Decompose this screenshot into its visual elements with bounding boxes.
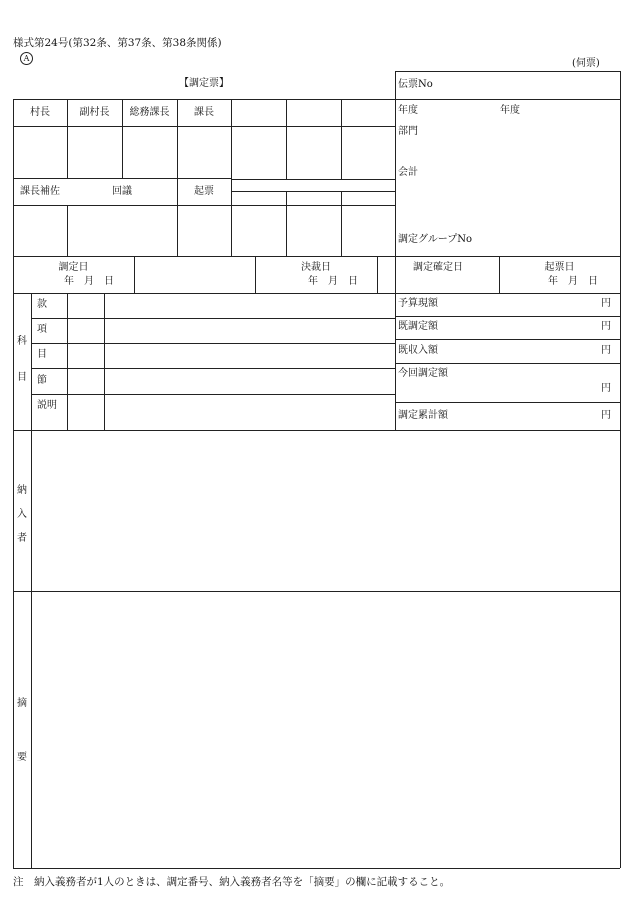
header-circulation: 回議 (112, 186, 132, 197)
stamp-note: (伺票) (572, 58, 600, 69)
summary-label-1: 摘 (17, 698, 27, 709)
payer-label-2: 入 (17, 509, 27, 520)
form-title: 【調定票】 (179, 78, 229, 89)
assessed-amount-label: 既調定額 (398, 321, 438, 332)
subject-row-explanation: 説明 (37, 400, 57, 411)
draft-date-label: 起票日 (544, 262, 575, 273)
header-assistant-chief: 課長補佐 (20, 186, 60, 197)
header-section-chief: 課長 (194, 107, 214, 118)
subject-row-kan: 款 (37, 299, 47, 310)
accounting-label: 会計 (398, 167, 418, 178)
header-deputy-mayor: 副村長 (79, 107, 110, 118)
summary-label-2: 要 (17, 752, 27, 763)
decision-date-label: 決裁日 (301, 262, 331, 273)
group-number-label: 調定グループNo (398, 234, 472, 245)
slip-number-label: 伝票No (398, 79, 433, 90)
cumulative-amount-label: 調定累計額 (398, 410, 448, 421)
budget-amount-label: 予算現額 (398, 298, 438, 309)
cumulative-yen: 円 (601, 410, 611, 421)
confirmed-date-label: 調定確定日 (413, 262, 463, 273)
department-label: 部門 (398, 126, 418, 137)
budget-yen: 円 (601, 298, 611, 309)
header-general-affairs-chief: 総務課長 (129, 107, 170, 118)
subject-label-1: 科 (17, 336, 27, 347)
header-draft: 起票 (194, 186, 214, 197)
subject-row-kou: 項 (37, 324, 47, 335)
footnote: 注 納入義務者が1人のときは、調定番号、納入義務者名等を「摘要」の欄に記載すること。 (13, 876, 451, 888)
form-reference: 様式第24号(第32条、第37条、第38条関係) (13, 37, 222, 49)
assessment-date-ymd: 年 月 日 (64, 276, 114, 287)
subject-row-moku: 目 (37, 349, 47, 360)
payer-label-1: 納 (17, 485, 27, 496)
fiscal-year-label: 年度 (398, 105, 418, 116)
draft-date-ymd: 年 月 日 (548, 276, 598, 287)
current-yen: 円 (601, 383, 611, 394)
subject-row-setsu: 節 (37, 375, 47, 386)
decision-date-ymd: 年 月 日 (308, 276, 358, 287)
received-amount-label: 既収入額 (398, 345, 438, 356)
header-mayor: 村長 (30, 107, 50, 118)
subject-label-2: 目 (17, 372, 27, 383)
assessment-date-label: 調定日 (58, 262, 89, 273)
received-yen: 円 (601, 345, 611, 356)
fiscal-year-label-right: 年度 (500, 105, 520, 116)
current-amount-label: 今回調定額 (398, 368, 448, 379)
assessed-yen: 円 (601, 321, 611, 332)
payer-label-3: 者 (17, 533, 27, 544)
circle-a-mark: A (20, 52, 33, 65)
